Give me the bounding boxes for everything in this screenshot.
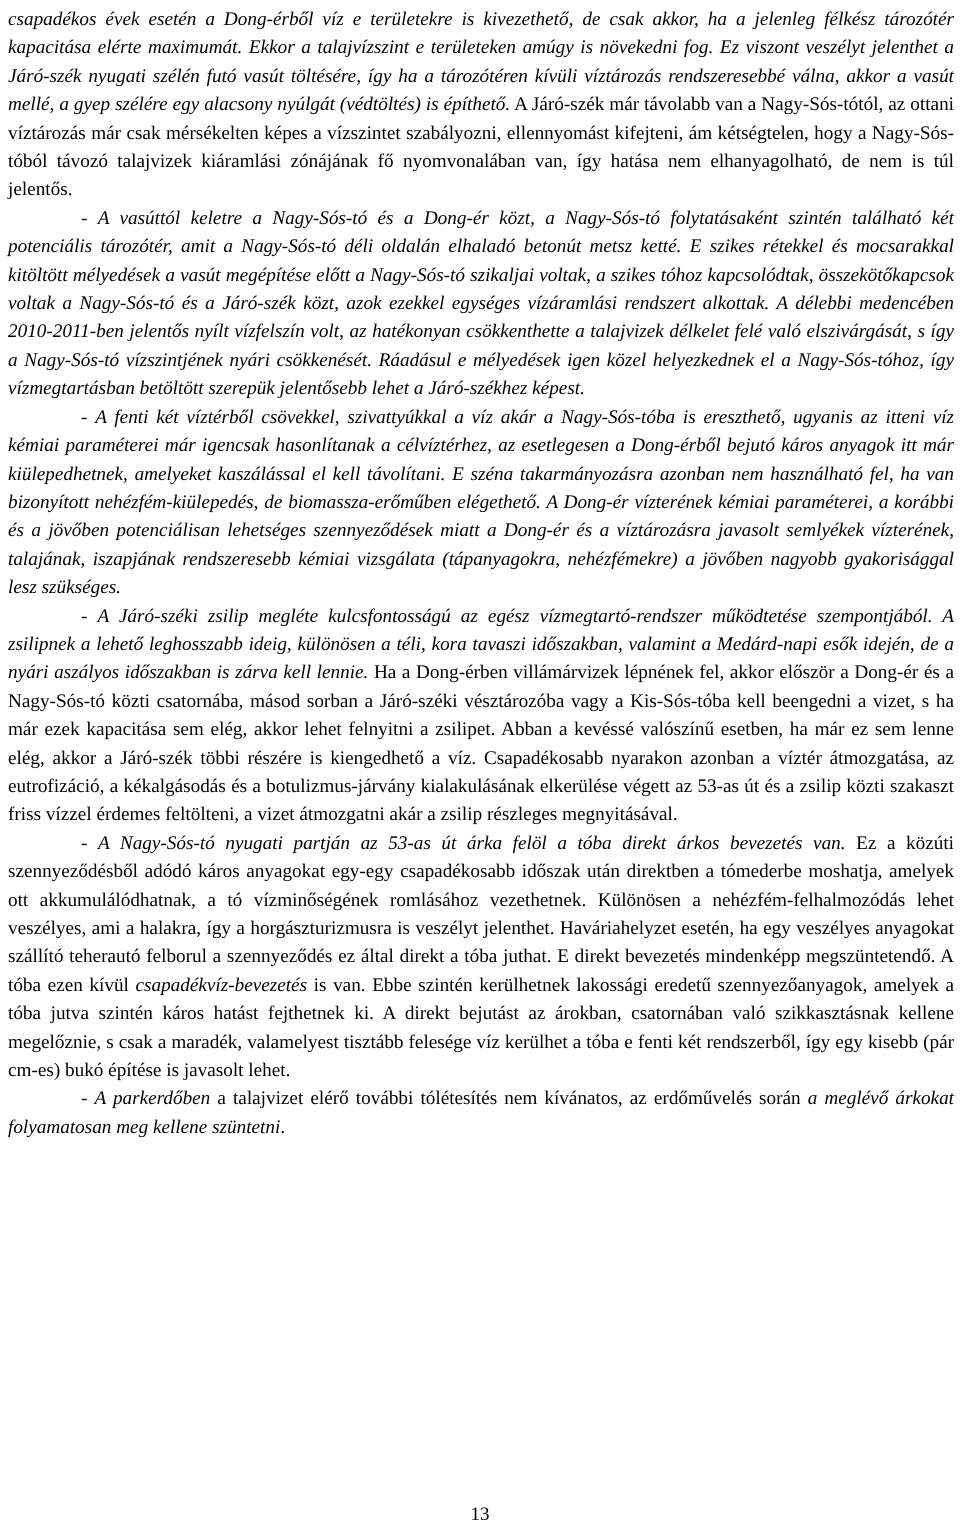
text-run: csapadékvíz-bevezetés — [135, 974, 308, 996]
text-run: Ha a Dong-érben villámárvizek lépnének fel, akkor először a Dong-ér és a Nagy-Sós-tó közti csatornába, másod sorban a Járó-széki vésztározóba vagy a Kis-Sós-tóba kell beengedni a vizet, s ha már ezek kapacitása sem elég, akkor lehet felnyitni a zsilipet. Abban a kevéssé valószínű esetben, ha már ez sem lenne elég, akkor a Járó-szék többi részére is kiengedhető a víz. Csapadékosabb nyarakon azonban a víztér átmozgatása, az eutrofizáció, a kékalgásodás és a botulizmus-járvány kialakulásának elkerülése végett az 53-as út és a zsilip közti szakaszt friss vízzel érdemes feltölteni, a vizet átmozgatni akár a zsilip részleges megnyitásával. — [8, 662, 954, 826]
text-run: a talajvizet elérő további tólétesítés nem kívánatos, az erdőművelés során — [210, 1088, 808, 1110]
list-dash: - — [81, 207, 98, 229]
list-dash: - — [81, 832, 98, 854]
document-body — [8, 6, 954, 1142]
text-run: A Járó-széki zsilip megléte kulcsfontosságú az egész vízmegtartó-rendszer működtetése szempontjából. A zsilipnek a lehető leghosszabb ideig, különösen a téli, kora tavaszi időszakban, valamint a Medárd-napi esők idején, de a nyári aszályos időszakban is zárva kell lennie. — [8, 605, 954, 684]
text-run: . — [280, 1116, 286, 1138]
page-number: 13 — [470, 1504, 490, 1525]
text-run: A vasúttól keletre a Nagy-Sós-tó és a Dong-ér közt, a Nagy-Sós-tó folytatásaként szintén található két potenciális tározótér, amit a Nagy-Sós-tó déli oldalán elhaladó betonút metsz ketté. E szikes rétekkel és mocsarakkal kitöltött mélyedések a vasút megépítése előtt a Nagy-Sós-tó szikaljai voltak, a szikes tóhoz kapcsolódtak, összekötőkapcsok voltak a Nagy-Sós-tó és a Járó-szék közt, azok ezekkel egységes vízáramlási rendszert alkottak. A délebbi medencében 2010-2011-ben jelentős nyílt vízfelszín volt, az hatékonyan csökkenthette a talajvizek délkelet felé való elszivárgását, s így a Nagy-Sós-tó vízszintjének nyári csökkenését. Ráadásul e mélyedések igen közel helyezkednek el a Nagy-Sós-tóhoz, így vízmegtartásban betöltött szerepük jelentősebb lehet a Járó-székhez képest. — [8, 207, 954, 400]
text-run: A fenti két víztérből csövekkel, szivattyúkkal a víz akár a Nagy-Sós-tóba is ereszthető, ugyanis az itteni víz kémiai paraméterei már igencsak hasonlítanak a célvíztérhez, az esetlegesen a Dong-érből bejutó káros anyagok itt már kiülepedhetnek, amelyeket kaszálással el kell távolítani. E széna takarmányozásra azonban nem használható fel, ha van bizonyított nehézfém-kiülepedés, de biomassza-erőműben elégethető. A Dong-ér vízterének kémiai paraméterei, a korábbi és a jövőben potenciálisan lehetséges szennyeződések miatt a Dong-ér és a víztározásra javasolt semlyékek vízterének, talajának, iszapjának rendszeresebb kémiai vizsgálata (tápanyagokra, nehézfémekre) a jövőben nagyobb gyakorisággal lesz szükséges. — [8, 406, 955, 599]
text-run: Ez a közúti szennyeződésből adódó káros anyagokat egy-egy csapadékosabb időszak után direktben a tómederbe moshatja, amelyek ott akkumulálódhatnak, a tó vízminőségének romlásához vezethetnek. Különösen a nehézfém-felhalmozódás lehet veszélyes, ami a halakra, így a horgászturizmusra is veszélyt jelenthet. Haváriahelyzet esetén, ha egy veszélyes anyagokat szállító teherautó felborul a szennyeződés ez által direkt a tóba juthat. E direkt bevezetés mindenképp megszüntetendő. A tóba ezen kívül — [8, 832, 955, 996]
text-run: is van. Ebbe szintén kerülhetnek lakossági eredetű szennyezőanyagok, amelyek a tóba jutva szintén káros hatást fejthetnek ki. A direkt bejutást az árokban, csatornában való szikkasztásnak kellene megelőznie, s csak a maradék, valamelyest tisztább felesége víz kerülhet a tóba e fenti két rendszerből, így egy kisebb (pár cm-es) bukó építése is javasolt lehet. — [8, 974, 954, 1082]
text-run: a meglévő árkokat folyamatosan meg kellene szüntetni — [8, 1088, 954, 1138]
text-run: A parkerdőben — [94, 1088, 211, 1110]
paragraph-3 — [8, 404, 954, 603]
paragraph-4 — [8, 603, 954, 830]
paragraph-1 — [8, 6, 954, 205]
text-run: A Nagy-Sós-tó nyugati partján az 53-as út árka felöl a tóba direkt árkos bevezetés van. — [97, 832, 846, 854]
paragraph-2 — [8, 205, 954, 404]
text-run: A Járó-szék már távolabb van a Nagy-Sós-tótól, az ottani víztározás már csak mérsékelten képes a vízszintet szabályozni, ellennyomást kifejteni, ám kétségtelen, hogy a Nagy-Sós-tóból távozó talajvizek kiáramlási zónájának fő nyomvonalában van, így hatása nem elhanyagolható, de nem is túl jelentős. — [8, 94, 954, 201]
text-run: csapadékos évek esetén a Dong-érből víz e területekre is kivezethető, de csak akkor, ha a jelenleg félkész tározótér kapacitása elérte maximumát. Ekkor a talajvízszint e területeken amúgy is növekedni fog. Ez viszont veszélyt jelenthet a Járó-szék nyugati szélén futó vasút töltésére, így ha a tározótéren kívüli víztározás rendszeresebbé válna, akkor a vasút mellé, a gyep szélére egy alacsony nyúlgát (védtöltés) is építhető. — [8, 9, 954, 116]
list-dash: - — [81, 406, 96, 428]
paragraph-6 — [8, 1085, 954, 1142]
paragraph-5 — [8, 830, 954, 1086]
list-dash: - — [81, 1088, 95, 1110]
list-dash: - — [81, 605, 98, 627]
